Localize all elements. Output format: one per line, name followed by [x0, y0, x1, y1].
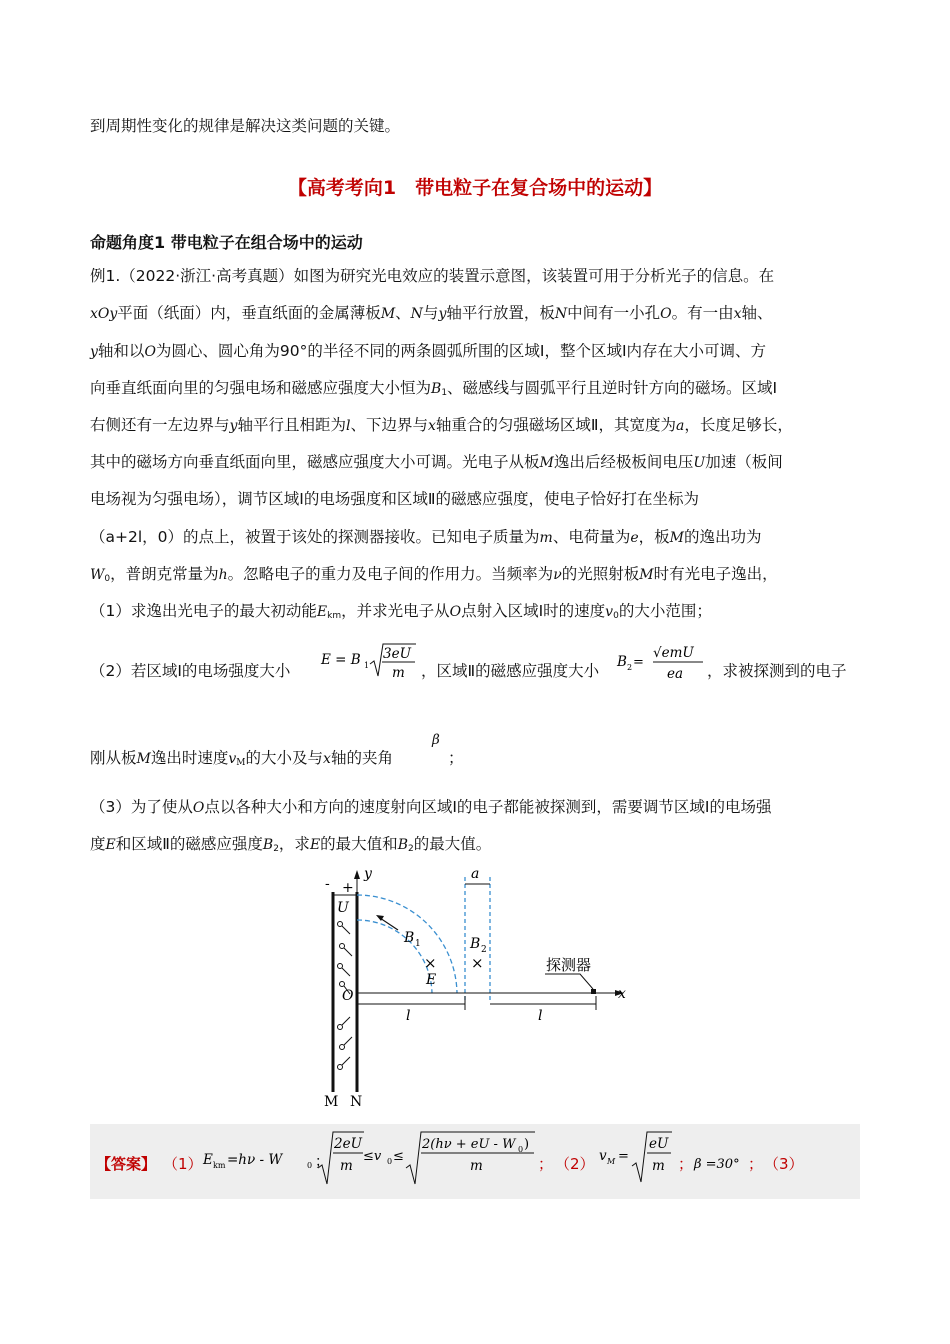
ans-ekm-rhs: =hν - W	[227, 1152, 283, 1168]
label-l-left: l	[406, 1008, 411, 1024]
ans-v-mid-sub: 0	[387, 1157, 393, 1166]
subheading: 命题角度1 带电粒子在组合场中的运动	[90, 233, 363, 252]
formula-B2-num: √emU	[653, 645, 694, 661]
label-y: y	[364, 866, 372, 882]
ans-vM-sub: M	[607, 1157, 616, 1166]
answer-semicolon-2: ；	[538, 1155, 554, 1173]
formula-beta: β	[432, 732, 440, 748]
question-2-text-c: ，求被探测到的电子	[707, 662, 847, 680]
ans-v-den: m	[340, 1158, 353, 1174]
answer-semicolon-4: ；	[748, 1155, 764, 1173]
ans-v-mid: ≤v	[363, 1149, 382, 1164]
section-title: 【高考考向1 带电粒子在复合场中的运动】	[287, 177, 663, 199]
ans-semicolon-1: ；	[315, 1154, 329, 1170]
ans-vM-num: eU	[649, 1136, 669, 1152]
label-O: O	[342, 988, 354, 1004]
label-x: x	[618, 986, 626, 1002]
formula-E-num: 3eU	[383, 646, 411, 662]
formula-B2-sub: 2	[627, 663, 633, 672]
label-E: E	[426, 972, 437, 988]
apparatus-figure	[300, 862, 650, 1114]
minus-sign: -	[325, 876, 330, 892]
label-M: M	[324, 1094, 339, 1110]
formula-B2-lhs: B	[617, 654, 627, 670]
formula-E-sub: 1	[364, 661, 370, 670]
problem-line-6: 其中的磁场方向垂直纸面向里，磁感应强度大小可调。光电子从板M逸出后经极板间电压U加速（板间	[90, 453, 783, 471]
formula-B2-den: ea	[667, 666, 684, 682]
ans-vM-den: m	[652, 1158, 665, 1174]
label-U: U	[337, 900, 349, 916]
region1-cross: ×	[424, 954, 437, 972]
detector-mark	[591, 989, 596, 994]
ans-v-num2-sub: 0	[518, 1145, 524, 1154]
ans-beta: β =30°	[694, 1157, 740, 1172]
label-detector: 探测器	[546, 956, 592, 974]
problem-line-9: $W_0$，普朗克常量为h。忽略电子的重力及电子间的作用力。当频率为ν的光照射板M时有光电子逸出，	[90, 565, 778, 584]
label-a: a	[471, 866, 480, 882]
problem-line-4: 向垂直纸面向里的匀强电场和磁感应强度大小恒为$B_1$、磁感线与圆弧平行且逆时针方向的磁场。区域Ⅰ	[90, 379, 778, 398]
intro-text: 到周期性变化的规律是解决这类问题的关键。	[90, 117, 401, 135]
problem-line-8: （a+2l，0）的点上，被置于该处的探测器接收。已知电子质量为m、电荷量为e，板M的逸出功为	[90, 528, 762, 546]
label-B2-sub: 2	[481, 945, 487, 955]
formula-E	[318, 640, 418, 686]
formula-E-lhs: E = B	[321, 652, 361, 668]
region2-cross: ×	[471, 954, 484, 972]
ans-v-mid2: ≤	[393, 1149, 404, 1164]
detector-leader	[545, 974, 593, 989]
answer-semicolon-3: ；	[678, 1155, 694, 1173]
problem-line-7: 电场视为匀强电场），调节区域Ⅰ的电场强度和区域Ⅱ的磁感应强度，使电子恰好打在坐标为	[90, 490, 699, 508]
ans-v-num2-end: )	[524, 1137, 530, 1152]
problem-line-3: y轴和以O为圆心、圆心角为90°的半径不同的两条圆弧所围的区域Ⅰ，整个区域Ⅰ内存在大小可调、方	[90, 342, 767, 360]
formula-E-den: m	[392, 665, 405, 681]
label-B2: B	[470, 936, 481, 952]
question-2-end: ；	[448, 749, 464, 767]
ans-vM-eq: =	[618, 1149, 629, 1164]
ans-ekm-rhs-sub: 0	[307, 1161, 313, 1170]
question-3-line-1: （3）为了使从O点以各种大小和方向的速度射向区域Ⅰ的电子都能被探测到，需要调节区域Ⅰ的电场强	[90, 798, 772, 816]
formula-B2	[615, 640, 707, 686]
ans-v-num: 2eU	[334, 1136, 362, 1152]
answer-part-3: （3）	[764, 1155, 804, 1173]
ans-ekm-sub: km	[213, 1161, 226, 1170]
question-1: （1）求逸出光电子的最大初动能$E_{km}$，并求光电子从O点射入区域Ⅰ时的速度$v_0$的大小范围；	[90, 602, 712, 621]
ans-vM: v	[599, 1148, 607, 1164]
y-axis-arrow	[354, 870, 360, 879]
question-2-text-a: （2）若区域Ⅰ的电场强度大小	[90, 662, 291, 680]
label-l-right: l	[538, 1008, 543, 1024]
formula-B2-eq: =	[633, 655, 644, 670]
ans-v-num2: 2(hν + eU - W	[422, 1137, 516, 1152]
label-B1: B	[404, 930, 415, 946]
label-B1-sub: 1	[415, 939, 421, 949]
answer-part-1: （1）	[163, 1155, 203, 1173]
ans-v-den2: m	[470, 1158, 483, 1174]
answer-label: 【答案】	[96, 1155, 157, 1173]
problem-line-2: xOy平面（纸面）内，垂直纸面的金属薄板M、N与y轴平行放置，板N中间有一小孔O。有一由x轴、	[90, 304, 773, 322]
ans-ekm: E	[203, 1152, 213, 1168]
question-2-line-2: 刚从板M逸出时速度$v_M$的大小及与x轴的夹角	[90, 749, 393, 768]
inner-arc	[357, 920, 432, 993]
question-2-text-b: ，区域Ⅱ的磁感应强度大小	[421, 662, 600, 680]
question-3-line-2: 度E和区域Ⅱ的磁感应强度$B_2$，求E的最大值和$B_2$的最大值。	[90, 835, 492, 854]
answer-part-2: （2）	[555, 1155, 595, 1173]
problem-line-1: 例1.（2022·浙江·高考真题）如图为研究光电效应的装置示意图，该装置可用于分析光子的信息。在	[90, 267, 775, 285]
problem-line-5: 右侧还有一左边界与y轴平行且相距为l、下边界与x轴重合的匀强磁场区域Ⅱ，其宽度为a，长度足够长，	[90, 416, 793, 434]
label-N: N	[350, 1094, 363, 1110]
plus-sign: +	[342, 880, 354, 896]
